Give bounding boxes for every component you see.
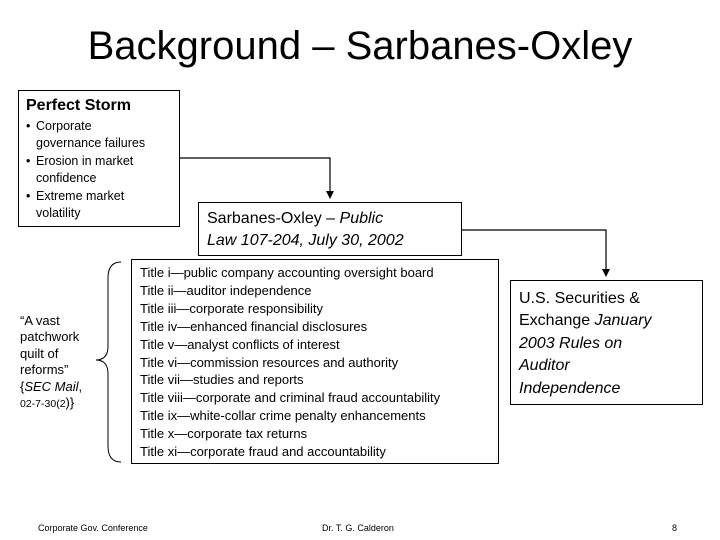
comma: , [78,378,83,394]
list-item [26,153,173,187]
title-line: Title iii—corporate responsibility [140,300,324,316]
sec-line2-italic: January [594,312,652,330]
list-item-line: confidence [36,171,97,185]
quote-source-line [20,379,100,395]
list-item-line: Extreme market [36,189,125,203]
quote-line: quilt of [20,345,59,361]
sox-law-italic-line2: Law 107-204, July 30, 2002 [207,232,404,249]
perfect-storm-box [18,90,180,227]
storm-to-sox-arrow [180,158,330,198]
title-line: Title i—public company accounting oversight board [140,265,434,280]
sarbanes-oxley-box [198,202,462,256]
title-line: Title iv—enhanced financial disclosures [140,318,368,334]
sec-italic-line [519,355,702,377]
title-line: Title ix—white-collar crime penalty enhancements [140,408,426,424]
title-line: Title v—analyst conflicts of interest [140,336,340,352]
title-line: Title vi—commission resources and authority [140,354,399,370]
title-line: Title ii—auditor independence [140,282,312,298]
list-item-line: volatility [36,206,81,220]
bullet: • [26,189,31,203]
footer-center: Dr. T. G. Calderon [322,523,394,533]
sec-italic-line [519,333,702,355]
sec-box [510,280,703,405]
quote-source: SEC Mail [24,378,79,394]
bullet: • [26,119,31,133]
bullet: • [26,154,31,168]
perfect-storm-list [26,118,173,222]
sox-prefix: Sarbanes-Oxley – [207,210,340,227]
sec-italic-text: Auditor [519,357,570,375]
sox-law-italic-line1: Public [339,210,384,227]
sec-line [519,310,702,332]
sec-line: U.S. Securities & [519,290,640,307]
quote-line: reforms” [20,362,69,378]
title-line: Title x—corporate tax returns [140,426,308,442]
quote-line: “A vast [20,313,60,328]
sec-italic-line [519,378,702,400]
sec-italic-text: Independence [519,379,621,397]
quote-annotation [20,313,100,412]
sec-italic-text: 2003 Rules on [519,334,623,352]
footer-left: Corporate Gov. Conference [38,523,148,533]
list-item [26,188,173,222]
page-title: Background – Sarbanes-Oxley [87,24,633,68]
title-line: Title xi—corporate fraud and accountability [140,444,386,460]
close-brace: )} [65,395,75,411]
title-line: Title viii—corporate and criminal fraud accountability [140,390,441,406]
title-line: Title vii—studies and reports [140,372,304,388]
sec-line2-plain: Exchange [519,312,595,330]
perfect-storm-heading: Perfect Storm [26,97,131,114]
list-item-line: Erosion in market [36,154,134,168]
list-item-line: Corporate [36,119,92,133]
quote-date: 02-7-30(2 [20,398,66,411]
page-number: 8 [672,523,678,533]
list-item-line: governance failures [36,136,146,150]
open-brace: { [20,378,25,394]
titles-box [131,259,499,464]
quote-date-line [20,395,100,412]
quote-line: patchwork [20,329,80,345]
list-item [26,118,173,152]
